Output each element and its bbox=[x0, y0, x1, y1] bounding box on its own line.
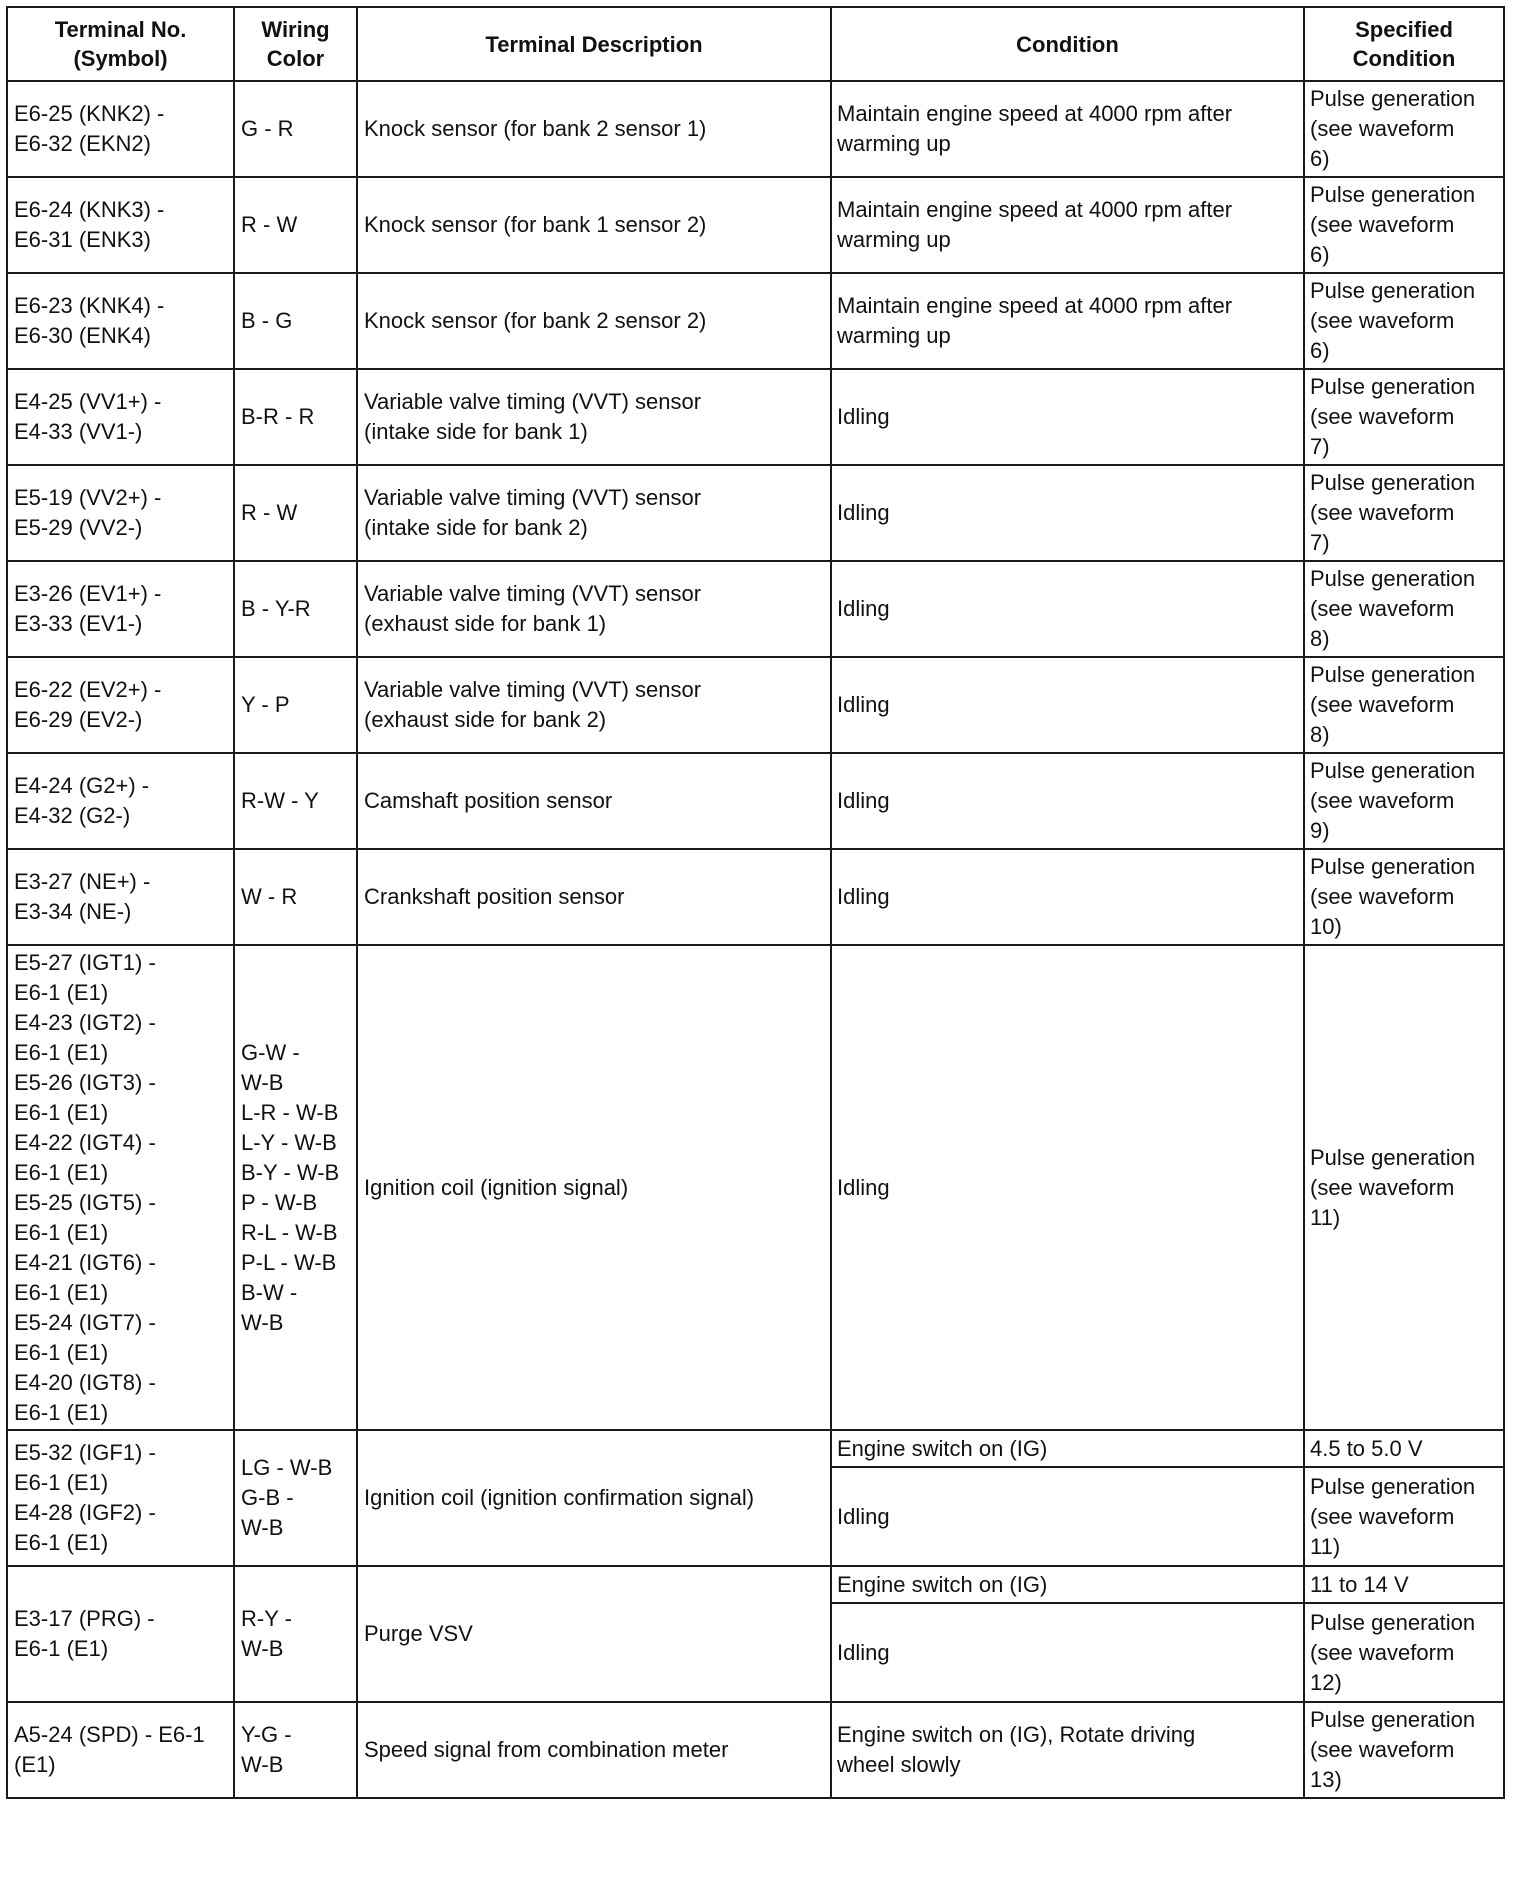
specified-cell: Pulse generation (see waveform 13) bbox=[1304, 1702, 1504, 1798]
specified-cell: Pulse generation (see waveform 9) bbox=[1304, 753, 1504, 849]
terminal-cell: E6-23 (KNK4) - E6-30 (ENK4) bbox=[7, 273, 234, 369]
condition-cell: Engine switch on (IG) bbox=[831, 1566, 1304, 1603]
description-cell: Crankshaft position sensor bbox=[357, 849, 831, 945]
condition-cell: Idling bbox=[831, 849, 1304, 945]
table-row bbox=[7, 1430, 1504, 1467]
condition-cell: Maintain engine speed at 4000 rpm after warming up bbox=[831, 177, 1304, 273]
wiring-cell: B-R - R bbox=[234, 369, 357, 465]
description-cell: Knock sensor (for bank 2 sensor 1) bbox=[357, 81, 831, 177]
condition-cell: Idling bbox=[831, 1467, 1304, 1566]
wiring-cell: R - W bbox=[234, 177, 357, 273]
table-row bbox=[7, 465, 1504, 561]
terminal-cell: A5-24 (SPD) - E6-1 (E1) bbox=[7, 1702, 234, 1798]
header-row bbox=[7, 7, 1504, 81]
description-cell: Ignition coil (ignition signal) bbox=[357, 945, 831, 1430]
table-row bbox=[7, 1702, 1504, 1798]
table-row bbox=[7, 273, 1504, 369]
condition-cell: Idling bbox=[831, 561, 1304, 657]
description-cell: Knock sensor (for bank 1 sensor 2) bbox=[357, 177, 831, 273]
specified-cell: Pulse generation (see waveform 7) bbox=[1304, 465, 1504, 561]
header-wiring-color: Wiring Color bbox=[234, 7, 357, 81]
specified-cell: Pulse generation (see waveform 6) bbox=[1304, 81, 1504, 177]
condition-cell: Idling bbox=[831, 657, 1304, 753]
description-cell: Variable valve timing (VVT) sensor (exhaust side for bank 2) bbox=[357, 657, 831, 753]
table-row bbox=[7, 945, 1504, 1430]
wiring-cell: LG - W-B G-B - W-B bbox=[234, 1430, 357, 1566]
specified-cell: Pulse generation (see waveform 6) bbox=[1304, 177, 1504, 273]
header-terminal-description: Terminal Description bbox=[357, 7, 831, 81]
header-terminal: Terminal No. (Symbol) bbox=[7, 7, 234, 81]
table-row bbox=[7, 561, 1504, 657]
terminal-cell: E4-25 (VV1+) - E4-33 (VV1-) bbox=[7, 369, 234, 465]
wiring-cell: Y - P bbox=[234, 657, 357, 753]
specified-cell: Pulse generation (see waveform 11) bbox=[1304, 1467, 1504, 1566]
wiring-cell: Y-G - W-B bbox=[234, 1702, 357, 1798]
condition-cell: Idling bbox=[831, 369, 1304, 465]
table-row bbox=[7, 657, 1504, 753]
terminal-cell: E6-25 (KNK2) - E6-32 (EKN2) bbox=[7, 81, 234, 177]
header-specified-condition: Specified Condition bbox=[1304, 7, 1504, 81]
wiring-cell: G-W - W-B L-R - W-B L-Y - W-B B-Y - W-B P - W-B R-L - W-B P-L - W-B B-W - W-B bbox=[234, 945, 357, 1430]
terminal-cell: E3-26 (EV1+) - E3-33 (EV1-) bbox=[7, 561, 234, 657]
condition-cell: Idling bbox=[831, 1603, 1304, 1702]
specified-cell: Pulse generation (see waveform 12) bbox=[1304, 1603, 1504, 1702]
specified-cell: Pulse generation (see waveform 11) bbox=[1304, 945, 1504, 1430]
description-cell: Purge VSV bbox=[357, 1566, 831, 1702]
description-cell: Camshaft position sensor bbox=[357, 753, 831, 849]
terminal-cell: E3-27 (NE+) - E3-34 (NE-) bbox=[7, 849, 234, 945]
wiring-cell: R - W bbox=[234, 465, 357, 561]
terminal-cell: E6-22 (EV2+) - E6-29 (EV2-) bbox=[7, 657, 234, 753]
specified-cell: 11 to 14 V bbox=[1304, 1566, 1504, 1603]
specified-cell: Pulse generation (see waveform 8) bbox=[1304, 657, 1504, 753]
description-cell: Speed signal from combination meter bbox=[357, 1702, 831, 1798]
specified-cell: Pulse generation (see waveform 10) bbox=[1304, 849, 1504, 945]
terminal-cell: E5-27 (IGT1) - E6-1 (E1) E4-23 (IGT2) - E6-1 (E1) E5-26 (IGT3) - E6-1 (E1) E4-22 (IGT4) - E6-1 (E1) E5-25 (IGT5) - E6-1 (E1) E4-21 (IGT6) - E6-1 (E1) E5-24 (IGT7) - E6-1 (E1) E4-20 (IGT8) - E6-1 (E1) bbox=[7, 945, 234, 1430]
specified-cell: 4.5 to 5.0 V bbox=[1304, 1430, 1504, 1467]
table-row bbox=[7, 369, 1504, 465]
table-row bbox=[7, 1566, 1504, 1603]
terminal-cell: E6-24 (KNK3) - E6-31 (ENK3) bbox=[7, 177, 234, 273]
condition-cell: Idling bbox=[831, 465, 1304, 561]
condition-cell: Engine switch on (IG) bbox=[831, 1430, 1304, 1467]
wiring-cell: R-W - Y bbox=[234, 753, 357, 849]
description-cell: Variable valve timing (VVT) sensor (exhaust side for bank 1) bbox=[357, 561, 831, 657]
wiring-cell: B - G bbox=[234, 273, 357, 369]
description-cell: Ignition coil (ignition confirmation signal) bbox=[357, 1430, 831, 1566]
specified-cell: Pulse generation (see waveform 6) bbox=[1304, 273, 1504, 369]
wiring-cell: W - R bbox=[234, 849, 357, 945]
specified-cell: Pulse generation (see waveform 8) bbox=[1304, 561, 1504, 657]
specified-cell: Pulse generation (see waveform 7) bbox=[1304, 369, 1504, 465]
wiring-cell: R-Y - W-B bbox=[234, 1566, 357, 1702]
terminal-spec-table bbox=[6, 6, 1505, 1799]
table-row bbox=[7, 753, 1504, 849]
terminal-cell: E5-19 (VV2+) - E5-29 (VV2-) bbox=[7, 465, 234, 561]
condition-cell: Idling bbox=[831, 945, 1304, 1430]
description-cell: Variable valve timing (VVT) sensor (intake side for bank 1) bbox=[357, 369, 831, 465]
table-row bbox=[7, 849, 1504, 945]
terminal-cell: E3-17 (PRG) - E6-1 (E1) bbox=[7, 1566, 234, 1702]
description-cell: Variable valve timing (VVT) sensor (intake side for bank 2) bbox=[357, 465, 831, 561]
description-cell: Knock sensor (for bank 2 sensor 2) bbox=[357, 273, 831, 369]
table-row bbox=[7, 177, 1504, 273]
wiring-cell: G - R bbox=[234, 81, 357, 177]
header-condition: Condition bbox=[831, 7, 1304, 81]
terminal-cell: E4-24 (G2+) - E4-32 (G2-) bbox=[7, 753, 234, 849]
condition-cell: Engine switch on (IG), Rotate driving wheel slowly bbox=[831, 1702, 1304, 1798]
wiring-cell: B - Y-R bbox=[234, 561, 357, 657]
table-row bbox=[7, 81, 1504, 177]
condition-cell: Idling bbox=[831, 753, 1304, 849]
condition-cell: Maintain engine speed at 4000 rpm after warming up bbox=[831, 273, 1304, 369]
condition-cell: Maintain engine speed at 4000 rpm after warming up bbox=[831, 81, 1304, 177]
terminal-cell: E5-32 (IGF1) - E6-1 (E1) E4-28 (IGF2) - E6-1 (E1) bbox=[7, 1430, 234, 1566]
